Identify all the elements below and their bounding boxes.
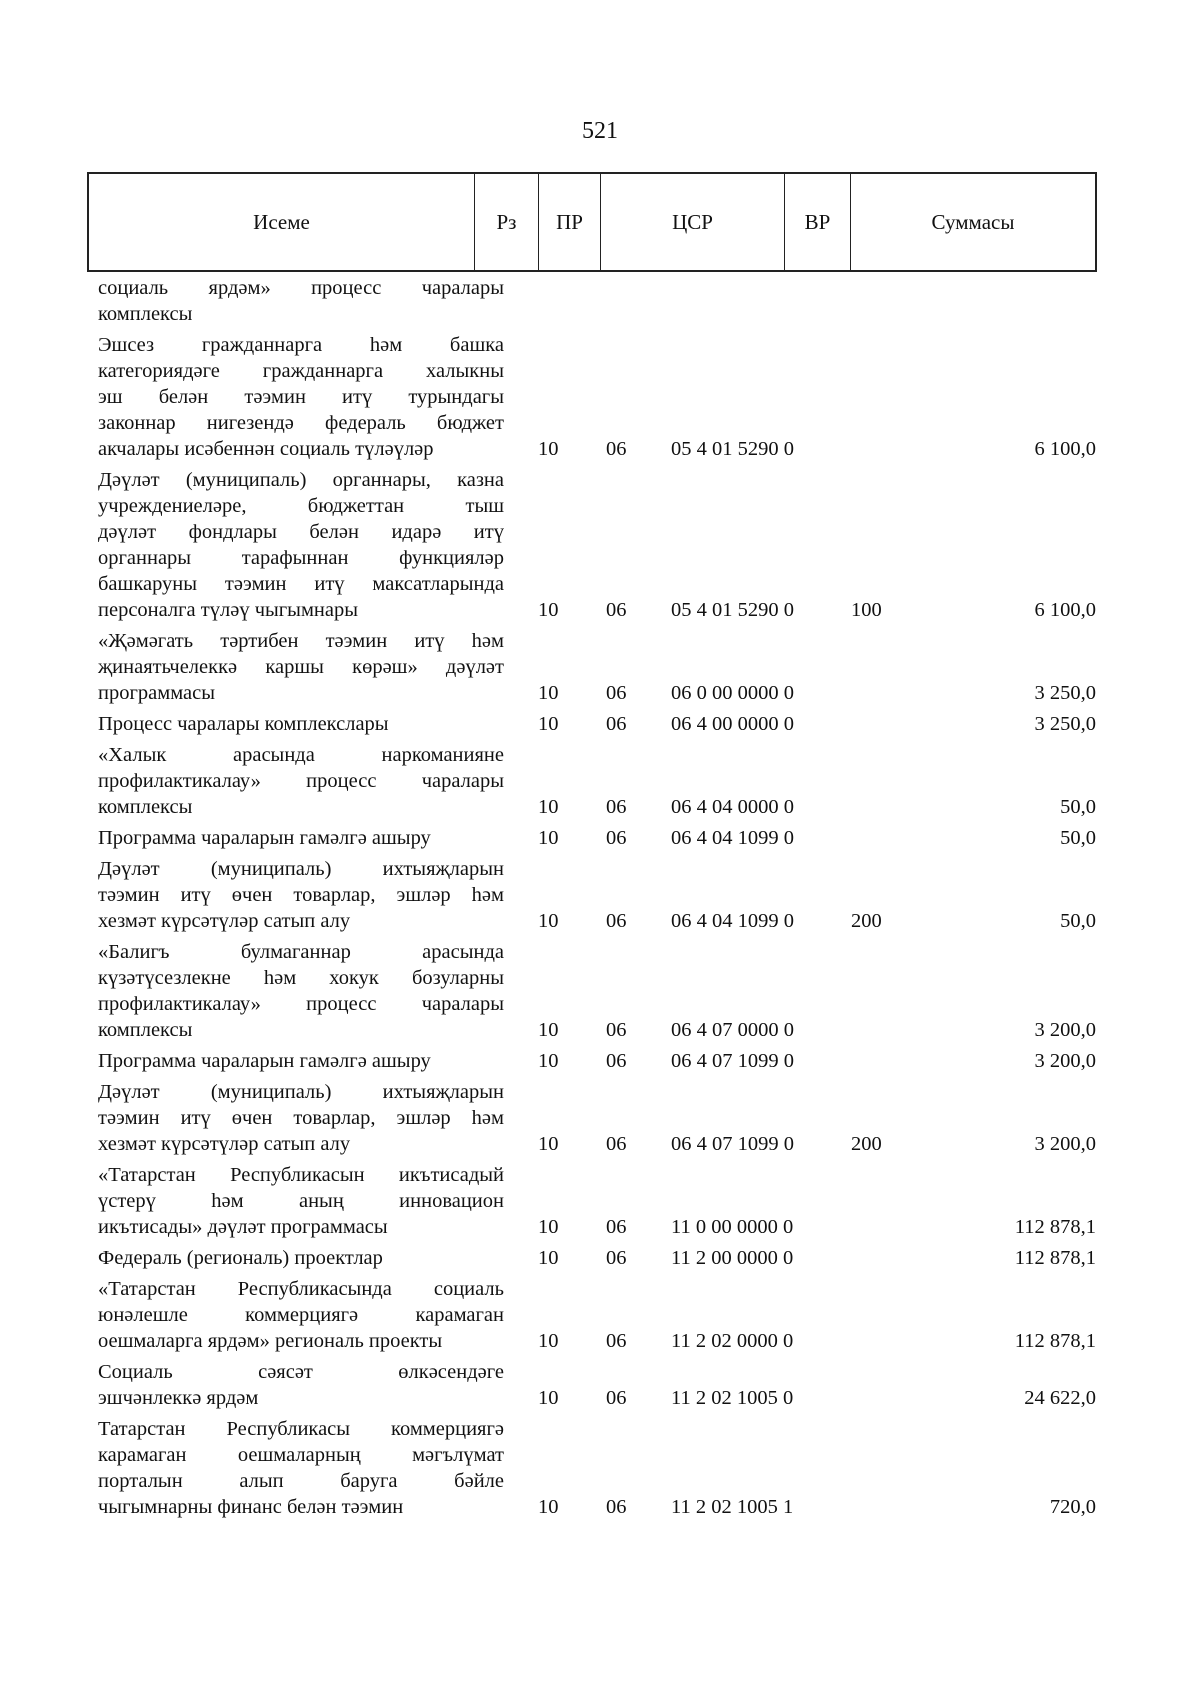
row-sum: 720,0 [1049,1496,1096,1518]
row-pr: 06 [606,827,627,849]
row-csr: 06 4 00 0000 0 [671,713,794,735]
row-rz: 10 [538,713,559,735]
row-name-line: Дәүләт (муниципаль) ихтыяҗларын [98,858,504,880]
row-sum: 112 878,1 [1014,1247,1096,1269]
table-row [98,825,1098,851]
row-rz: 10 [538,1387,559,1409]
row-rz: 10 [538,796,559,818]
row-name-line: Процесс чаралары комплекслары [98,713,389,735]
row-name-line: профилактикалау» процесс чаралары [98,770,504,792]
row-csr: 11 2 02 0000 0 [671,1330,794,1352]
row-csr: 06 4 04 1099 0 [671,827,794,849]
row-csr: 11 2 00 0000 0 [671,1247,794,1269]
row-name-line: категориядәге гражданнарга халыкны [98,360,504,382]
row-name-line: «Татарстан Республикасын икътисадый [98,1164,504,1186]
row-rz: 10 [538,1247,559,1269]
row-vr: 200 [851,910,882,932]
row-name-line: үстерү һәм аның инновацион [98,1190,504,1212]
row-name-line: «Балигъ булмаганнар арасында [98,941,504,963]
table-row [98,1276,1098,1354]
row-csr: 06 4 07 1099 0 [671,1133,794,1155]
header-name: Исеме [89,174,475,270]
row-name-line: эш белән тәэмин итү турындагы [98,386,504,408]
row-sum: 50,0 [1060,910,1096,932]
row-csr: 11 2 02 1005 1 [671,1496,794,1518]
row-rz: 10 [538,1050,559,1072]
table-row [98,1245,1098,1271]
row-rz: 10 [538,1019,559,1041]
row-rz: 10 [538,910,559,932]
table-row [98,742,1098,820]
row-csr: 11 2 02 1005 0 [671,1387,794,1409]
row-sum: 3 200,0 [1034,1133,1096,1155]
row-csr: 06 0 00 0000 0 [671,682,794,704]
row-rz: 10 [538,682,559,704]
row-pr: 06 [606,1133,627,1155]
table-row [98,467,1098,623]
row-pr: 06 [606,1247,627,1269]
row-pr: 06 [606,599,627,621]
row-name-line: Дәүләт (муниципаль) ихтыяҗларын [98,1081,504,1103]
row-name-line: юнәлешле коммерциягә карамаган [98,1304,504,1326]
row-name-line: Эшсез гражданнарга һәм башка [98,334,504,356]
table-row [98,1079,1098,1157]
row-sum: 50,0 [1060,827,1096,849]
row-pr: 06 [606,438,627,460]
row-csr: 06 4 07 0000 0 [671,1019,794,1041]
row-sum: 3 200,0 [1034,1050,1096,1072]
row-pr: 06 [606,796,627,818]
row-name-line: комплексы [98,1019,193,1041]
row-name-line: эшчәнлеккә ярдәм [98,1387,259,1409]
row-sum: 24 622,0 [1024,1387,1096,1409]
row-name-line: икътисады» дәүләт программасы [98,1216,388,1238]
row-csr: 05 4 01 5290 0 [671,599,794,621]
row-name-line: Дәүләт (муниципаль) органнары, казна [98,469,504,491]
row-name-line: «Татарстан Республикасында социаль [98,1278,504,1300]
row-sum: 6 100,0 [1034,599,1096,621]
row-pr: 06 [606,1216,627,1238]
row-sum: 112 878,1 [1014,1330,1096,1352]
table-row [98,1359,1098,1411]
table-body [98,275,1098,1525]
row-sum: 50,0 [1060,796,1096,818]
row-name-line: социаль ярдәм» процесс чаралары [98,277,504,299]
row-name-line: законнар нигезендә федераль бюджет [98,412,504,434]
row-name-line: порталын алып баруга бәйле [98,1470,504,1492]
row-csr: 05 4 01 5290 0 [671,438,794,460]
row-name-line: күзәтүсезлекне һәм хокук бозуларны [98,967,504,989]
row-name-line: «Җәмәгать тәртибен тәэмин итү һәм [98,630,504,652]
row-name-line: «Халык арасында наркоманияне [98,744,504,766]
row-name-line: персоналга түләү чыгымнары [98,599,359,621]
table-header [87,172,1097,272]
header-pr: ПР [539,174,601,270]
row-name-line: оешмаларга ярдәм» региональ проекты [98,1330,443,1352]
row-pr: 06 [606,1496,627,1518]
table-row [98,856,1098,934]
row-rz: 10 [538,827,559,849]
row-vr: 100 [851,599,882,621]
row-name-line: программасы [98,682,216,704]
header-vr: ВР [785,174,851,270]
row-name-line: Федераль (региональ) проектлар [98,1247,383,1269]
row-sum: 3 200,0 [1034,1019,1096,1041]
row-sum: 6 100,0 [1034,438,1096,460]
row-pr: 06 [606,1387,627,1409]
row-rz: 10 [538,438,559,460]
row-name-line: чыгымнарны финанс белән тәэмин [98,1496,404,1518]
row-name-line: Программа чараларын гамәлгә ашыру [98,1050,431,1072]
row-pr: 06 [606,1330,627,1352]
header-csr: ЦСР [601,174,785,270]
row-sum: 3 250,0 [1034,682,1096,704]
row-name-line: хезмәт күрсәтүләр сатып алу [98,910,351,932]
row-name-line: учреждениеләре, бюджеттан тыш [98,495,504,517]
table-row [98,275,1098,327]
row-name-line: комплексы [98,796,193,818]
row-pr: 06 [606,1019,627,1041]
table-row [98,1048,1098,1074]
header-sum: Суммасы [931,209,1015,234]
row-name-line: профилактикалау» процесс чаралары [98,993,504,1015]
table-row [98,628,1098,706]
row-name-line: Программа чараларын гамәлгә ашыру [98,827,431,849]
table-row [98,1416,1098,1520]
row-pr: 06 [606,910,627,932]
row-rz: 10 [538,599,559,621]
row-name-line: башкаруны тәэмин итү максатларында [98,573,504,595]
row-vr: 200 [851,1133,882,1155]
row-name-line: тәэмин итү өчен товарлар, эшләр һәм [98,884,504,906]
row-name-line: Татарстан Республикасы коммерциягә [98,1418,504,1440]
row-name-line: хезмәт күрсәтүләр сатып алу [98,1133,351,1155]
row-name-line: карамаган оешмаларның мәгълүмат [98,1444,504,1466]
table-row [98,711,1098,737]
row-rz: 10 [538,1133,559,1155]
row-pr: 06 [606,713,627,735]
row-name-line: дәүләт фондлары белән идарә итү [98,521,504,543]
row-name-line: җинаятьчелеккә каршы көрәш» дәүләт [98,656,504,678]
row-sum: 112 878,1 [1014,1216,1096,1238]
header-rz: Рз [475,174,539,270]
row-sum: 3 250,0 [1034,713,1096,735]
page-number: 521 [582,118,618,144]
row-name-line: Социаль сәясәт өлкәсендәге [98,1361,504,1383]
row-rz: 10 [538,1216,559,1238]
row-rz: 10 [538,1496,559,1518]
row-csr: 11 0 00 0000 0 [671,1216,794,1238]
row-csr: 06 4 04 1099 0 [671,910,794,932]
row-name-line: тәэмин итү өчен товарлар, эшләр һәм [98,1107,504,1129]
table-row [98,1162,1098,1240]
row-csr: 06 4 04 0000 0 [671,796,794,818]
row-pr: 06 [606,1050,627,1072]
table-row [98,332,1098,462]
row-name-line: комплексы [98,303,193,325]
row-csr: 06 4 07 1099 0 [671,1050,794,1072]
row-name-line: органнары тарафыннан функцияләр [98,547,504,569]
row-name-line: акчалары исәбеннән социаль түләүләр [98,438,434,460]
row-rz: 10 [538,1330,559,1352]
row-pr: 06 [606,682,627,704]
table-row [98,939,1098,1043]
